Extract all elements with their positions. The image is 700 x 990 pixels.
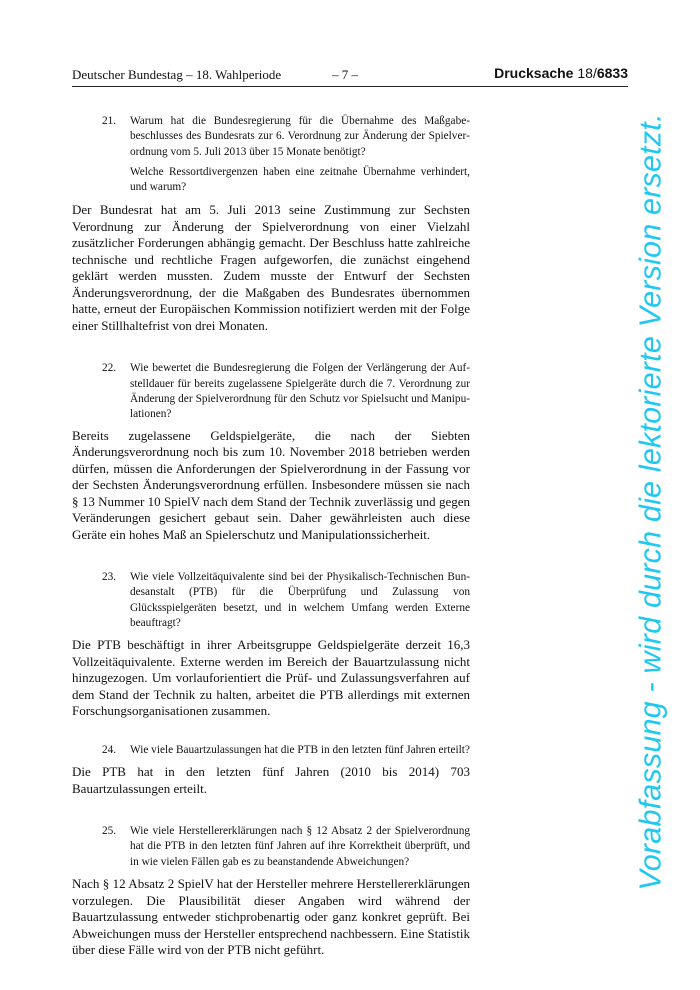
question-text: [130, 570, 470, 631]
question-paragraph: Warum hat die Bundesregierung für die Übernahme des Maßgabebeschlusses des Bundesrats zur 6. Verordnung zur Änderung der Spielverordnung vom 5. Juli 2013 über 15 Monate benötigt?: [130, 115, 470, 158]
doc-number-suffix: 6833: [596, 65, 628, 81]
header-rule: [72, 86, 628, 87]
document-number: [494, 65, 628, 81]
draft-watermark: [619, 97, 683, 907]
question-paragraph: Wie viele Herstellererklärungen nach § 12 Absatz 2 der Spielverordnung hat die PTB in den letzten fünf Jahren auf ihre Korrektheit überprüft, und in wie vielen Fällen gab es zu beanstandende Abweichungen?: [130, 825, 470, 868]
question-number: 23.: [102, 571, 117, 584]
watermark-text: Vorabfassung - wird durch die lektorierte Version ersetzt.: [633, 113, 668, 891]
question-paragraph: Wie bewertet die Bundesregierung die Folgen der Verlängerung der Aufstelldauer für bereits zugelassene Spielgeräte durch die 7. Verordnung zur Änderung der Spielverordnung für den Schutz vor Spielsucht und Manipulationen?: [130, 362, 470, 421]
answer-22: Bereits zugelassene Geldspielgeräte, die nach der Siebten Änderungsverordnung noch bis zum 10. November 2018 betrieben werden dürfen, müssen die Anforderungen der Spielverordnung in der Fassung vor der Sechsten Änderungsverordnung erfüllen. Insbesondere müssen sie nach § 13 Nummer 10 SpielV nach dem Stand der Technik zuverlässig und gegen Veränderungen gesichert gebaut sein. Daher gewährleisten auch diese Geräte ein hohes Maß an Spielerschutz und Manipulationssicherheit.: [72, 427, 470, 542]
question-number: 22.: [102, 362, 117, 375]
answer-23: Die PTB beschäftigt in ihrer Arbeitsgruppe Geldspielgeräte derzeit 16,3 Vollzeitäquivalente. Externe werden im Bereich der Bauartzulassung nicht hinzugezogen. Um vorlauforientiert die Prüf- und Zulassungsverfahren auf dem Stand der Technik zu halten, arbeitet die PTB allerdings mit externen Forschungsorganisationen zusammen.: [72, 637, 470, 719]
question-number: 21.: [102, 115, 117, 127]
question-text: [130, 743, 470, 758]
question-23: [72, 570, 470, 631]
doc-number-prefix: 18/: [577, 65, 597, 81]
answer-21: Der Bundesrat hat am 5. Juli 2013 seine Zustimmung zur Sechsten Verordnung zur Änderung der Spielverordnung von einer Vielzahl zusätzlicher Forderungen abhängig gemacht. Der Beschluss hatte zahlreiche technische und rechtliche Fragen aufgeworfen, die zunächst eingehend geklärt werden mussten. Zudem musste der Entwurf der Sechsten Änderungsverordnung, der die Maßgaben des Bundesrates übernommen hatte, erneut der Europäischen Kommission notifiziert werden mit der Folge einer Stillhaltefrist von drei Monaten.: [72, 202, 470, 333]
main-content: [72, 114, 470, 959]
question-paragraph: Wie viele Vollzeitäquivalente sind bei der Physikalisch-Technischen Bundesanstalt (PTB) für die Überprüfung und Zulassung von Glücksspielgeräten besetzt, und in welchem Umfang werden Externe beauftragt?: [130, 571, 470, 630]
page-header: [72, 67, 628, 87]
question-number: 25.: [102, 825, 117, 838]
header-parliament: Deutscher Bundestag – 18. Wahlperiode: [72, 67, 282, 82]
question-25: [72, 824, 470, 870]
question-22: [72, 361, 470, 422]
question-text: [130, 824, 470, 870]
doc-label: Drucksache: [494, 65, 574, 81]
page-number: – 7 –: [332, 67, 358, 82]
question-24: [72, 743, 470, 758]
question-paragraph: Wie viele Bauartzulassungen hat die PTB in den letzten fünf Jahren erteilt?: [130, 743, 470, 756]
answer-25: Nach § 12 Absatz 2 SpielV hat der Hersteller mehrere Herstellererklärungen vorzulegen. Die Plausibilität dieser Angaben wird während der Bauartzulassung entweder stichprobenartig oder ganz konkret geprüft. Bei Abweichungen muss der Hersteller entsprechend nachbessern. Eine Statistik über diese Fälle wird von der PTB nicht geführt.: [72, 876, 470, 958]
question-paragraph: Welche Ressortdivergenzen haben eine zeitnahe Übernahme verhindert, und warum?: [130, 165, 470, 194]
question-text: [130, 361, 470, 422]
question-number: 24.: [102, 743, 117, 756]
question-text: [130, 114, 470, 195]
question-21: [72, 114, 470, 195]
answer-24: Die PTB hat in den letzten fünf Jahren (2010 bis 2014) 703 Bauartzulassungen erteilt.: [72, 764, 470, 796]
